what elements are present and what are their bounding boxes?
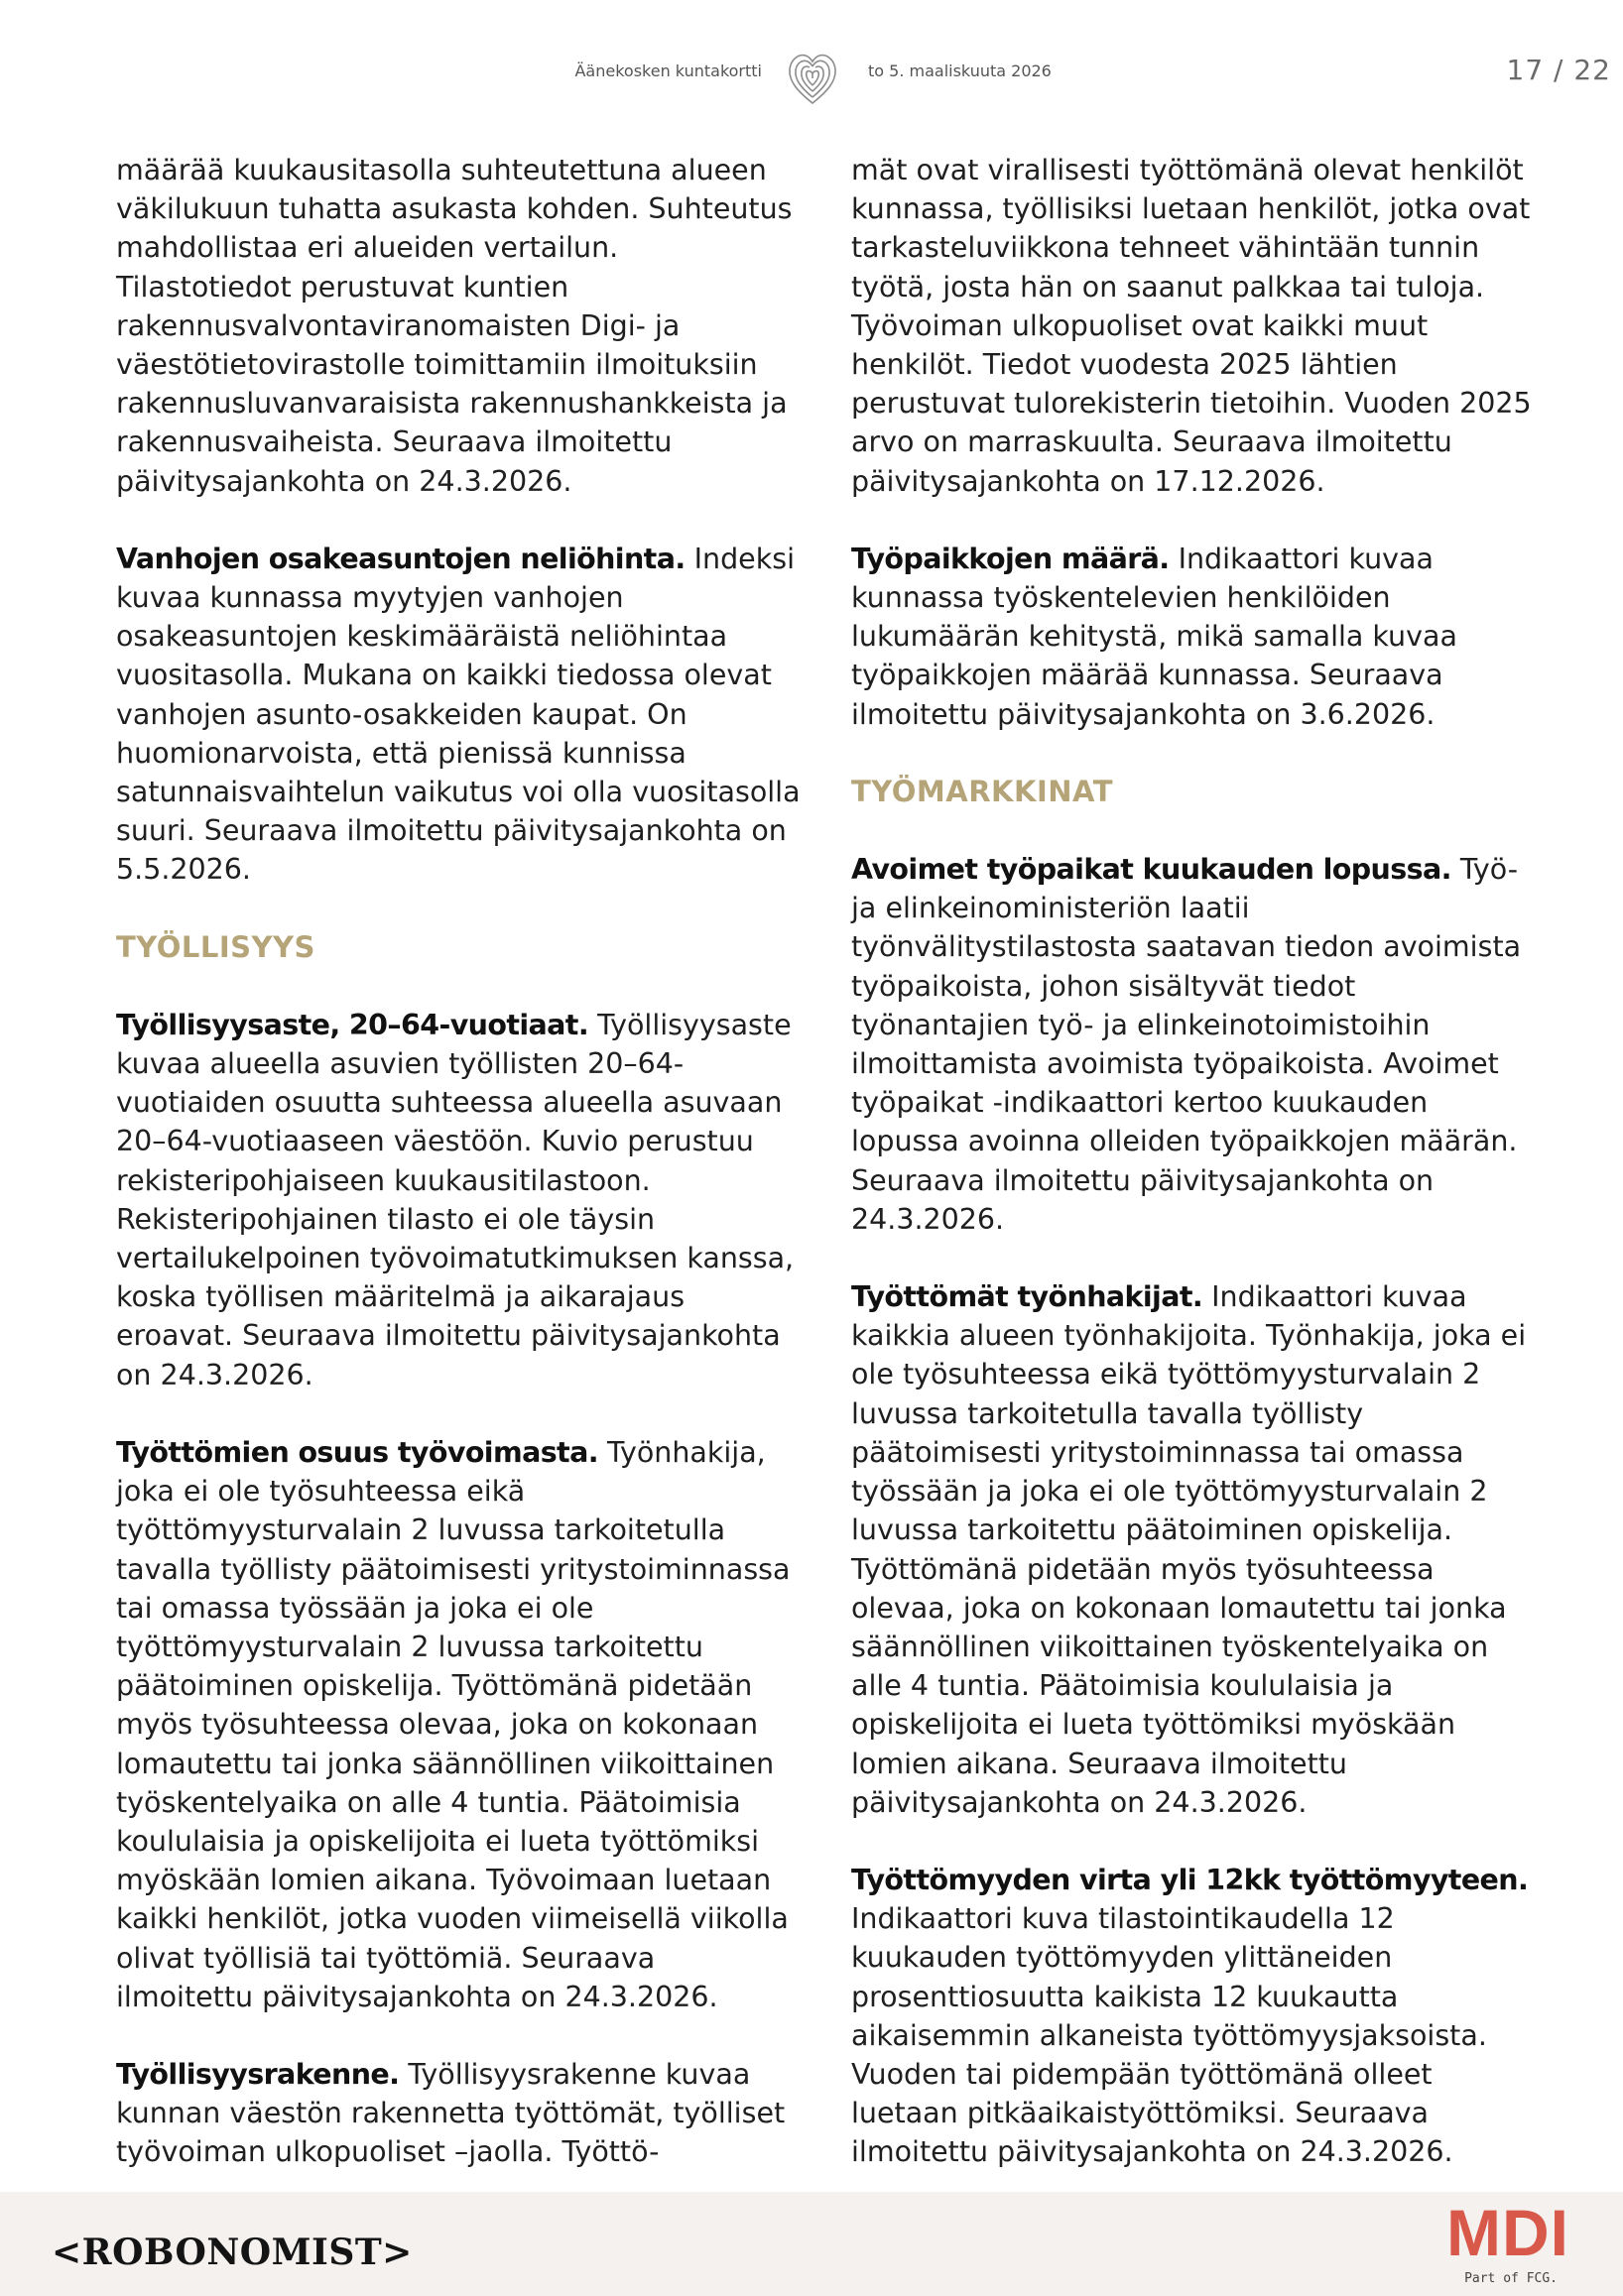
section-heading: TYÖMARKKINAT — [851, 774, 1114, 808]
paragraph — [851, 1861, 1536, 2172]
paragraph — [116, 1433, 801, 2016]
paragraph-text: mät ovat virallisesti työttömänä olevat henkilöt kunnassa, työllisiksi luetaan henkilöt, jotka ovat tarkasteluviikkona tehneet vähintään tunnin työtä, josta hän on saanut palkkaa tai tuloja. Työvoiman ulkopuoliset ovat kaikki muut henkilöt. Tiedot vuodesta 2025 lähtien perustuvat tulorekisterin tietoihin. Vuoden 2025 arvo on marraskuulta. Seuraava ilmoitettu päivitysajankohta on 17.12.2026. — [851, 154, 1532, 498]
paragraph-text: Indeksi kuvaa kunnassa myytyjen vanhojen osakeasuntojen keskimääräistä neliöhintaa vuositasolla. Mukana on kaikki tiedossa olevat vanhojen asunto-osakkeiden kaupat. On huomionarvoista, että pienissä kunnissa satunnaisvaihtelun vaikutus voi olla vuositasolla suuri. Seuraava ilmoitettu päivitysajankohta on 5.5.2026. — [116, 542, 801, 887]
paragraph — [851, 850, 1536, 1239]
robonomist-logo: <ROBONOMIST> — [52, 2232, 413, 2273]
fingerprint-heart-icon — [784, 48, 841, 109]
paragraph-title: Avoimet työpaikat kuukauden lopussa. — [851, 853, 1451, 887]
paragraph-text: Työllisyysaste kuvaa alueella asuvien työllisten 20–64-vuotiaiden osuutta suhteessa alueella asuvaan 20–64-vuotiaaseen väestöön. Kuvio perustuu rekisteripohjaiseen kuukausitilastoon. Rekisteripohjainen tilasto ei ole täysin vertailukelpoinen työvoimatutkimuksen kanssa, koska työllisen määritelmä ja aikarajaus eroavat. Seuraava ilmoitettu päivitysajankohta on 24.3.2026. — [116, 1008, 795, 1391]
mdi-subtitle: Part of FCG. — [1464, 2271, 1558, 2286]
paragraph-title: Vanhojen osakeasuntojen neliöhinta. — [116, 542, 686, 575]
paragraph-text: Indikaattori kuva tilastointikaudella 12 kuukauden työttömyyden ylittäneiden prosenttiosuutta kaikista 12 kuukautta aikaisemmin alkaneista työttömyysjaksoista. Vuoden tai pidempään työttömänä olleet luetaan pitkäaikaistyöttömiksi. Seuraava ilmoitettu päivitysajankohta on 24.3.2026. — [851, 1902, 1487, 2169]
right-column — [851, 151, 1536, 2211]
paragraph — [116, 2055, 801, 2172]
paragraph — [116, 540, 801, 890]
paragraph-text: Työnhakija, joka ei ole työsuhteessa eikä työttömyysturvalain 2 luvussa tarkoitetulla tavalla työllisty päätoimisesti yritystoiminnassa tai omassa työssään ja joka ei ole työttömyysturvalain 2 luvussa tarkoitettu päätoiminen opiskelija. Työttömänä pidetään myös työsuhteessa olevaa, joka on kokonaan lomautettu tai jonka säännöllinen viikoittainen työskentelyaika on alle 4 tuntia. Päätoimisia koululaisia ja opiskelijoita ei lueta työttömiksi myöskään lomien aikana. Työvoimaan luetaan kaikki henkilöt, jotka vuoden viimeisellä viikolla olivat työllisiä tai työttömiä. Seuraava ilmoitettu päivitysajankohta on 24.3.2026. — [116, 1435, 791, 2013]
paragraph-title: Työpaikkojen määrä. — [851, 542, 1170, 575]
paragraph-text: Työllisyysrakenne kuvaa kunnan väestön rakennetta työttömät, työlliset työvoiman ulkopuoliset –jaolla. Työttö- — [116, 2057, 786, 2169]
paragraph — [851, 540, 1536, 734]
paragraph-title: Työttömien osuus työvoimasta. — [116, 1435, 598, 1469]
paragraph-title: Työllisyysaste, 20–64-vuotiaat. — [116, 1008, 589, 1041]
paragraph — [116, 151, 801, 501]
paragraph-title: Työttömät työnhakijat. — [851, 1280, 1203, 1314]
section-heading: TYÖLLISYYS — [116, 929, 315, 964]
paragraph-title: Työllisyysrakenne. — [116, 2057, 400, 2091]
paragraph — [851, 151, 1536, 501]
left-column — [116, 151, 801, 2211]
document-title: Äänekosken kuntakortti — [574, 61, 762, 80]
paragraph-text: Työ- ja elinkeinoministeriön laatii työnvälitystilastosta saatavan tiedon avoimista työpaikoista, johon sisältyvät tiedot työnantajien työ- ja elinkeinotoimistoihin ilmoittamista avoimista työpaikoista. Avoimet työpaikat -indikaattori kertoo kuukauden lopussa avoinna olleiden työpaikkojen määrän. Seuraava ilmoitettu päivitysajankohta on 24.3.2026. — [851, 853, 1522, 1236]
paragraph-text: määrää kuukausitasolla suhteutettuna alueen väkilukuun tuhatta asukasta kohden. Suhteutus mahdollistaa eri alueiden vertailun. Tilastotiedot perustuvat kuntien rakennusvalvontaviranomaisten Digi- ja väestötietovirastolle toimittamiin ilmoituksiin rakennusluvanvaraisista rakennushankkeista ja rakennusvaiheista. Seuraava ilmoitettu päivitysajankohta on 24.3.2026. — [116, 154, 793, 498]
paragraph — [116, 1006, 801, 1394]
paragraph — [851, 1277, 1536, 1822]
mdi-logo: MDI — [1446, 2196, 1569, 2269]
page-footer — [0, 2192, 1623, 2296]
page-number: 17 / 22 — [1506, 54, 1611, 86]
page-header — [0, 48, 1623, 97]
document-date: to 5. maaliskuuta 2026 — [868, 61, 1052, 80]
paragraph-text: Indikaattori kuvaa kunnassa työskentelevien henkilöiden lukumäärän kehitystä, mikä samalla kuvaa työpaikkojen määrää kunnassa. Seuraava ilmoitettu päivitysajankohta on 3.6.2026. — [851, 542, 1457, 731]
paragraph-text: Indikaattori kuvaa kaikkia alueen työnhakijoita. Työnhakija, joka ei ole työsuhteessa eikä työttömyysturvalain 2 luvussa tarkoitetulla tavalla työllisty päätoimisesti yritystoiminnassa tai omassa työssään ja joka ei ole työttömyysturvalain 2 luvussa tarkoitettu päätoiminen opiskelija. Työttömänä pidetään myös työsuhteessa olevaa, joka on kokonaan lomautettu tai jonka säännöllinen viikoittainen työskentelyaika on alle 4 tuntia. Päätoimisia koululaisia ja opiskelijoita ei lueta työttömiksi myöskään lomien aikana. Seuraava ilmoitettu päivitysajankohta on 24.3.2026. — [851, 1280, 1527, 1819]
paragraph-title: Työttömyyden virta yli 12kk työttömyyteen. — [851, 1863, 1529, 1896]
